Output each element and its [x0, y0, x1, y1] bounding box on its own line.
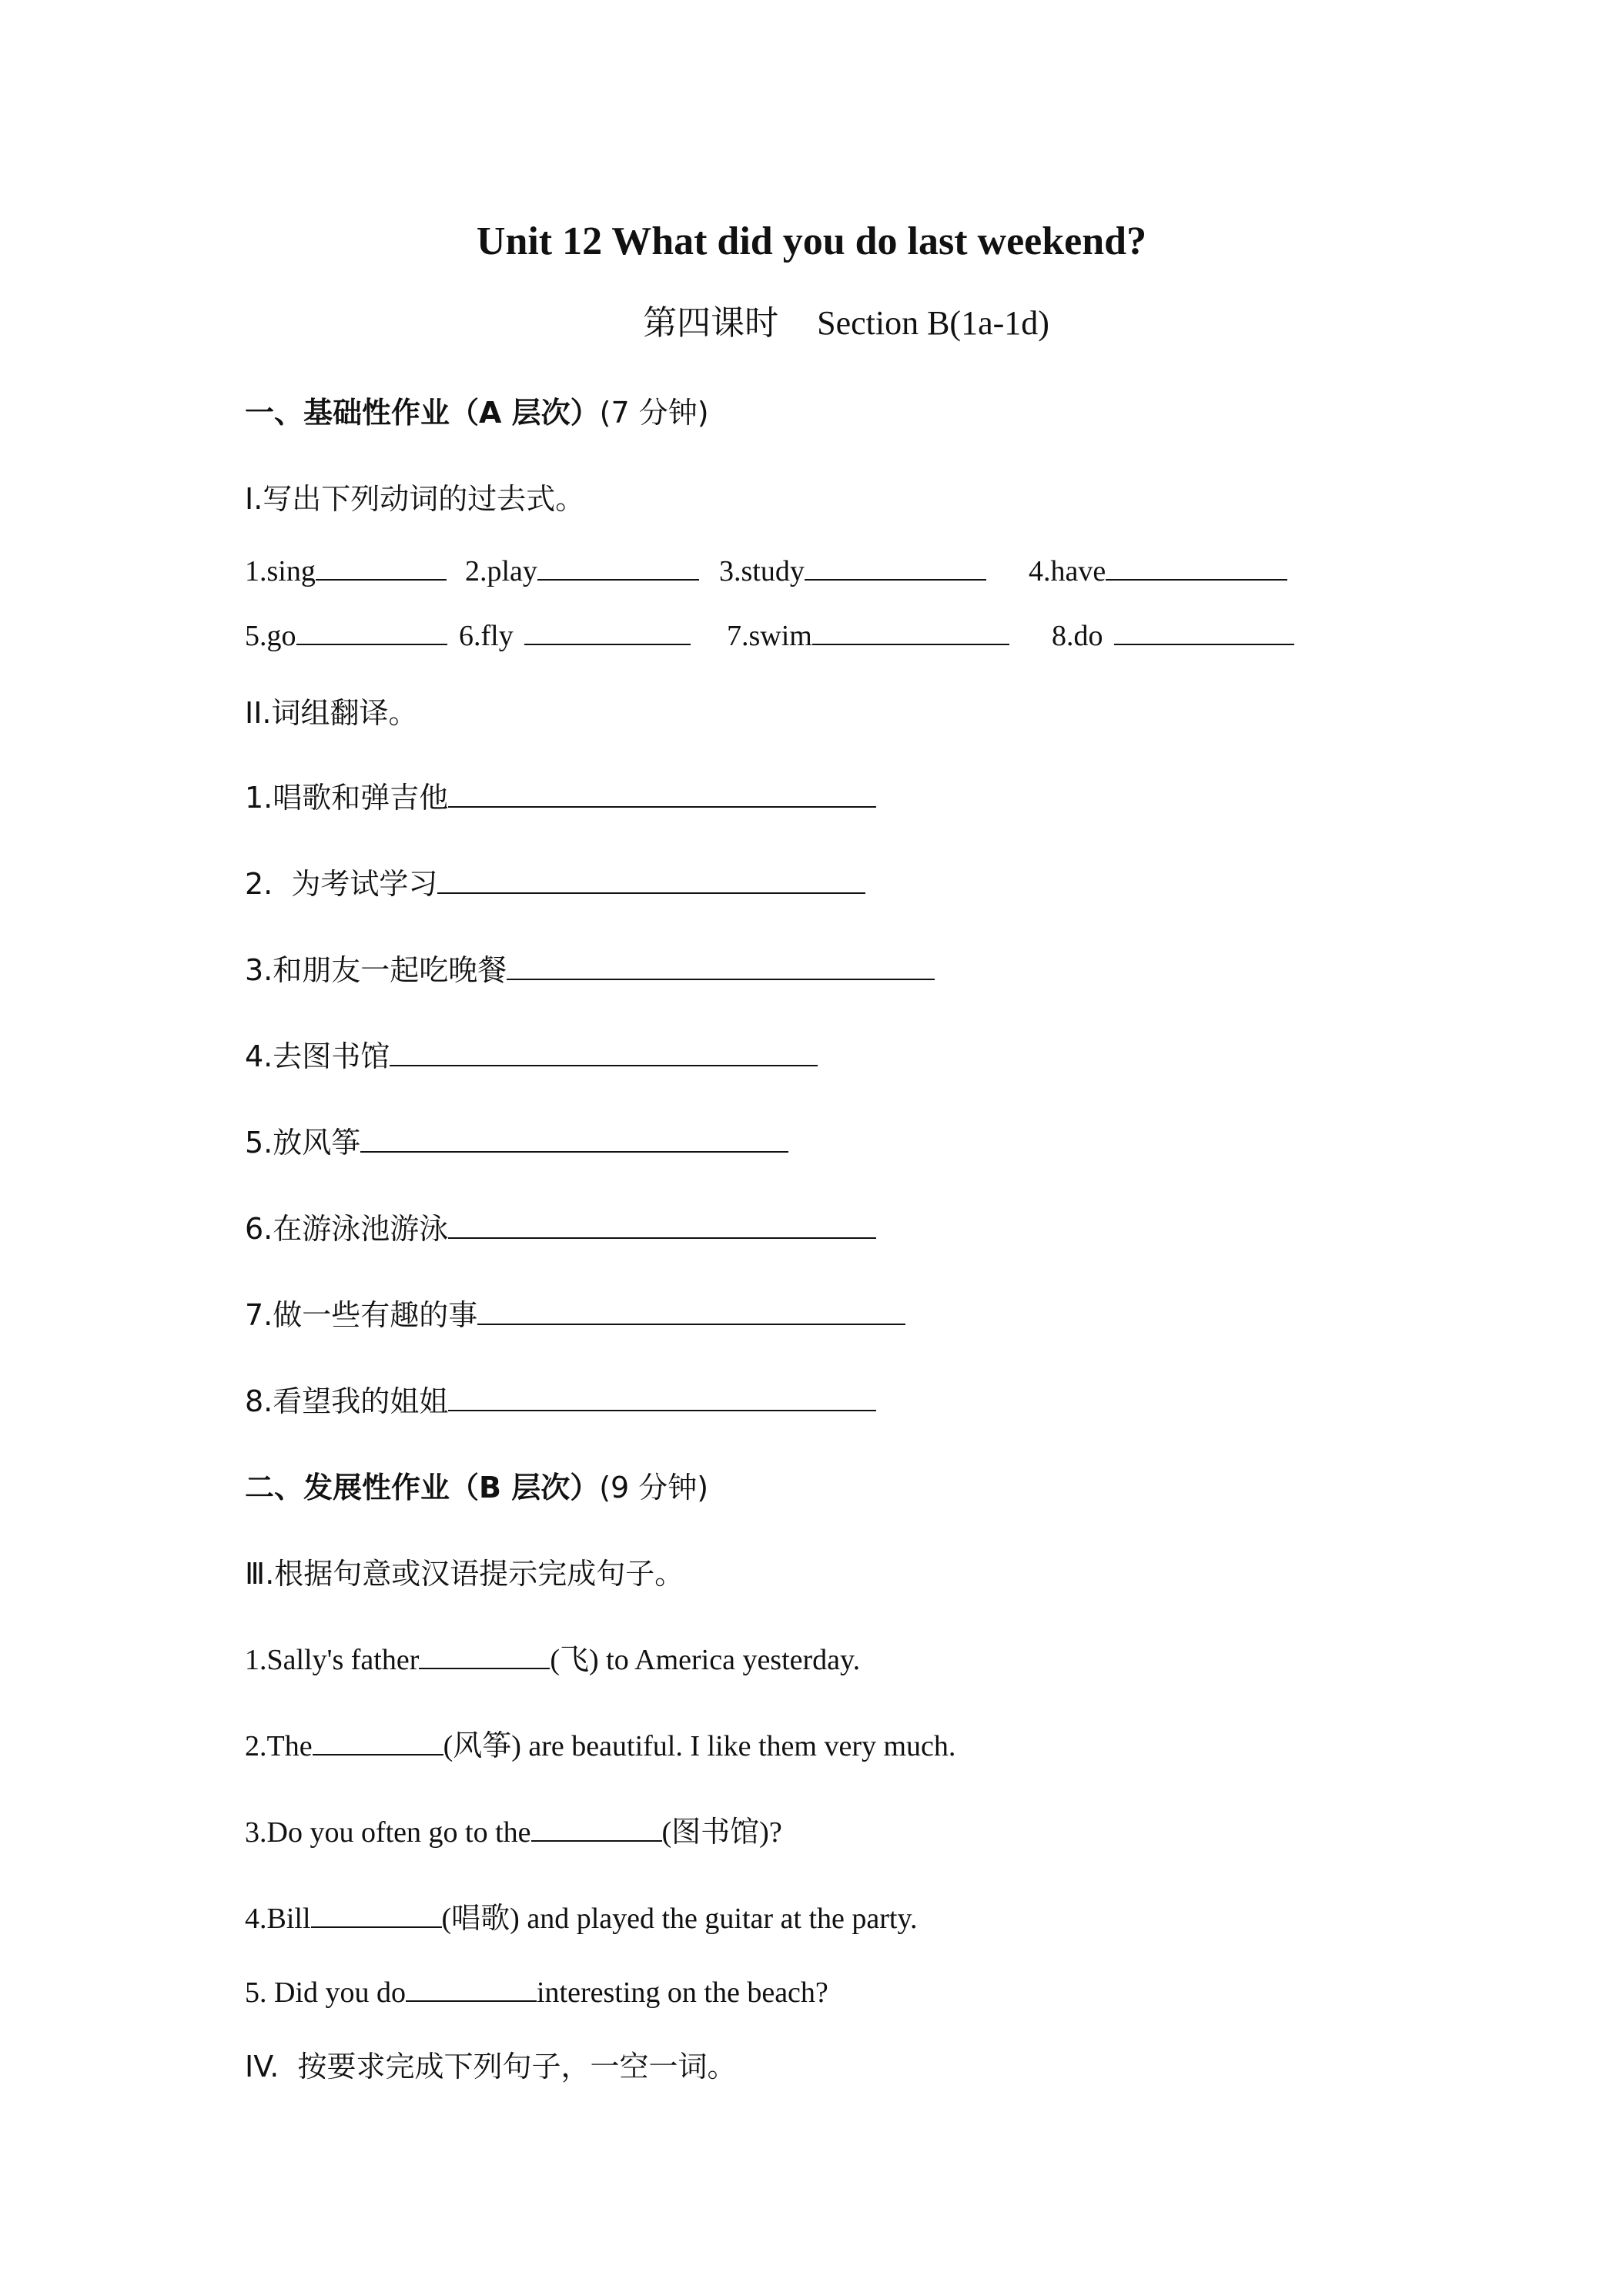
part-4-heading: IV. 按要求完成下列句子，一空一词。	[245, 2050, 737, 2083]
answer-blank[interactable]	[1106, 548, 1287, 581]
section-2-time: (9 分钟)	[599, 1471, 709, 1504]
verb-item-4: 4.have	[1029, 548, 1287, 594]
answer-blank[interactable]	[1114, 613, 1294, 645]
answer-blank[interactable]	[805, 548, 986, 581]
verb-item-5: 5.go	[245, 613, 447, 659]
phrase-item-8: 8.看望我的姐姐	[245, 1378, 876, 1425]
phrase-item-7: 7.做一些有趣的事	[245, 1292, 905, 1339]
answer-blank[interactable]	[477, 1293, 905, 1325]
section-1-heading	[245, 390, 709, 436]
sentence-item-3: 3.Do you often go to the (图书馆)?	[245, 1809, 782, 1856]
answer-blank[interactable]	[812, 613, 1009, 645]
page-subtitle	[0, 299, 1623, 348]
section-1-title: 一、基础性作业（A 层次）	[245, 396, 600, 430]
sentence-item-5: 5. Did you do interesting on the beach?	[245, 1970, 828, 2016]
answer-blank[interactable]	[448, 775, 876, 808]
part-1-heading: I.写出下列动词的过去式。	[245, 482, 585, 516]
phrase-item-4: 4.去图书馆	[245, 1033, 818, 1080]
subtitle-lesson: 第四课时	[643, 303, 779, 343]
answer-blank[interactable]	[311, 1896, 442, 1928]
phrase-item-1: 1.唱歌和弹吉他	[245, 775, 876, 822]
sentence-item-2: 2.The (风筝) are beautiful. I like them very much.	[245, 1723, 955, 1769]
section-2-heading	[245, 1464, 708, 1511]
page-title: Unit 12 What did you do last weekend?	[476, 219, 1147, 263]
answer-blank[interactable]	[360, 1120, 788, 1153]
answer-blank[interactable]	[419, 1637, 550, 1669]
answer-blank[interactable]	[537, 548, 699, 581]
verb-item-7: 7.swim	[727, 613, 1009, 659]
section-2-title: 二、发展性作业（B 层次）	[245, 1471, 600, 1504]
part-2-heading: II.词组翻译。	[245, 696, 418, 730]
answer-blank[interactable]	[406, 1970, 537, 2002]
phrase-item-6: 6.在游泳池游泳	[245, 1206, 876, 1253]
part-3-heading: Ⅲ.根据句意或汉语提示完成句子。	[245, 1557, 684, 1591]
verb-item-8: 8.do	[1052, 613, 1294, 659]
answer-blank[interactable]	[507, 948, 935, 980]
phrase-item-3: 3.和朋友一起吃晚餐	[245, 947, 935, 994]
verb-item-2: 2.play	[465, 548, 699, 594]
answer-blank[interactable]	[296, 613, 447, 645]
sentence-item-1: 1.Sally's father (飞) to America yesterday.	[245, 1637, 860, 1683]
answer-blank[interactable]	[437, 862, 865, 894]
answer-blank[interactable]	[313, 1723, 443, 1755]
answer-blank[interactable]	[531, 1809, 662, 1842]
verb-item-6: 6.fly	[459, 613, 691, 659]
answer-blank[interactable]	[448, 1207, 876, 1239]
section-1-time: (7 分钟)	[599, 396, 709, 430]
answer-blank[interactable]	[390, 1034, 818, 1066]
answer-blank[interactable]	[524, 613, 691, 645]
answer-blank[interactable]	[448, 1379, 876, 1411]
verb-item-3: 3.study	[719, 548, 986, 594]
phrase-item-2: 2. 为考试学习	[245, 861, 865, 908]
subtitle-section: Section B(1a-1d)	[817, 304, 1049, 342]
sentence-item-4: 4.Bill (唱歌) and played the guitar at the party.	[245, 1896, 918, 1942]
answer-blank[interactable]	[316, 548, 447, 581]
phrase-item-5: 5.放风筝	[245, 1120, 788, 1166]
verb-item-1: 1.sing	[245, 548, 447, 594]
